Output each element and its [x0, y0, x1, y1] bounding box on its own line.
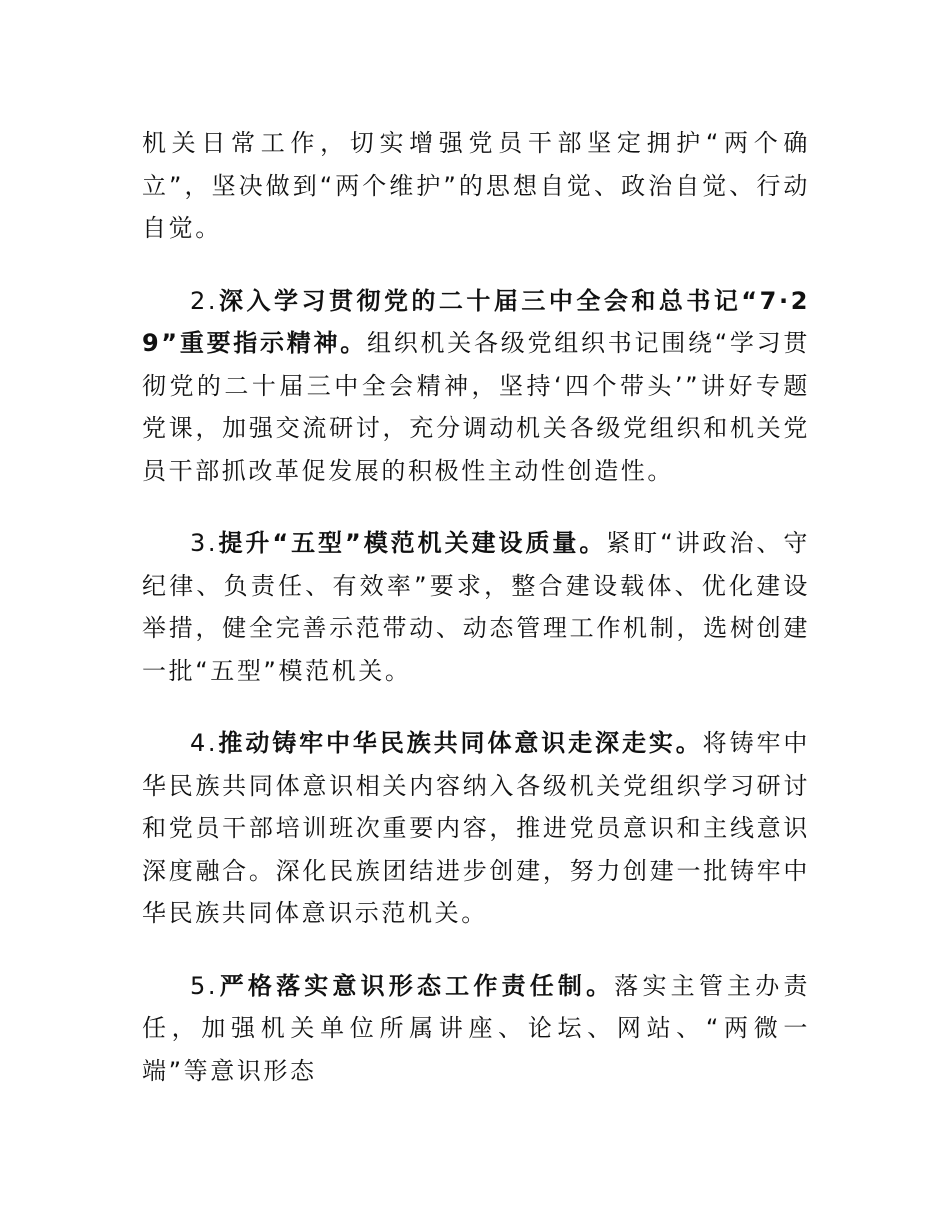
paragraph-2-heading: 深入学习贯彻党的二十届三中全会和总书记“7·29”重要指示精神。 [142, 286, 810, 357]
paragraph-5-heading: 严格落实意识形态工作责任制。 [218, 971, 615, 1000]
paragraph-5-number: 5. [190, 971, 219, 1000]
document-page [142, 122, 810, 1122]
paragraph-1-text: 机关日常工作，切实增强党员干部坚定拥护“两个确立”，坚决做到“两个维护”的思想自觉、政治自觉、行动自觉。 [142, 129, 810, 242]
paragraph-5 [142, 965, 810, 1093]
paragraph-5-text: 落实主管主办责任，加强机关单位所属讲座、论坛、网站、“两微一端”等意识形态 [142, 971, 810, 1085]
paragraph-4-heading: 推动铸牢中华民族共同体意识走深走实。 [218, 729, 703, 757]
paragraph-1 [142, 122, 810, 250]
paragraph-4 [142, 722, 810, 935]
paragraph-4-number: 4. [190, 729, 219, 757]
paragraph-3-heading: 提升“五型”模范机关建设质量。 [218, 529, 607, 557]
paragraph-4-text: 将铸牢中华民族共同体意识相关内容纳入各级机关党组织学习研讨和党员干部培训班次重要内容，推进党员意识和主线意识深度融合。深化民族团结进步创建，努力创建一批铸牢中华民族共同体意识示范机关。 [142, 729, 810, 927]
paragraph-3-text: 紧盯“讲政治、守纪律、负责任、有效率”要求，整合建设载体、优化建设举措，健全完善示范带动、动态管理工作机制，选树创建一批“五型”模范机关。 [142, 529, 810, 685]
paragraph-2-number: 2. [190, 286, 219, 315]
paragraph-3 [142, 522, 810, 692]
paragraph-3-number: 3. [190, 529, 219, 557]
paragraph-2-text: 组织机关各级党组织书记围绕“学习贯彻党的二十届三中全会精神，坚持‘四个带头’”讲好专题党课，加强交流研讨，充分调动机关各级党组织和机关党员干部抓改革促发展的积极性主动性创造性。 [142, 329, 811, 485]
paragraph-2 [142, 280, 810, 493]
